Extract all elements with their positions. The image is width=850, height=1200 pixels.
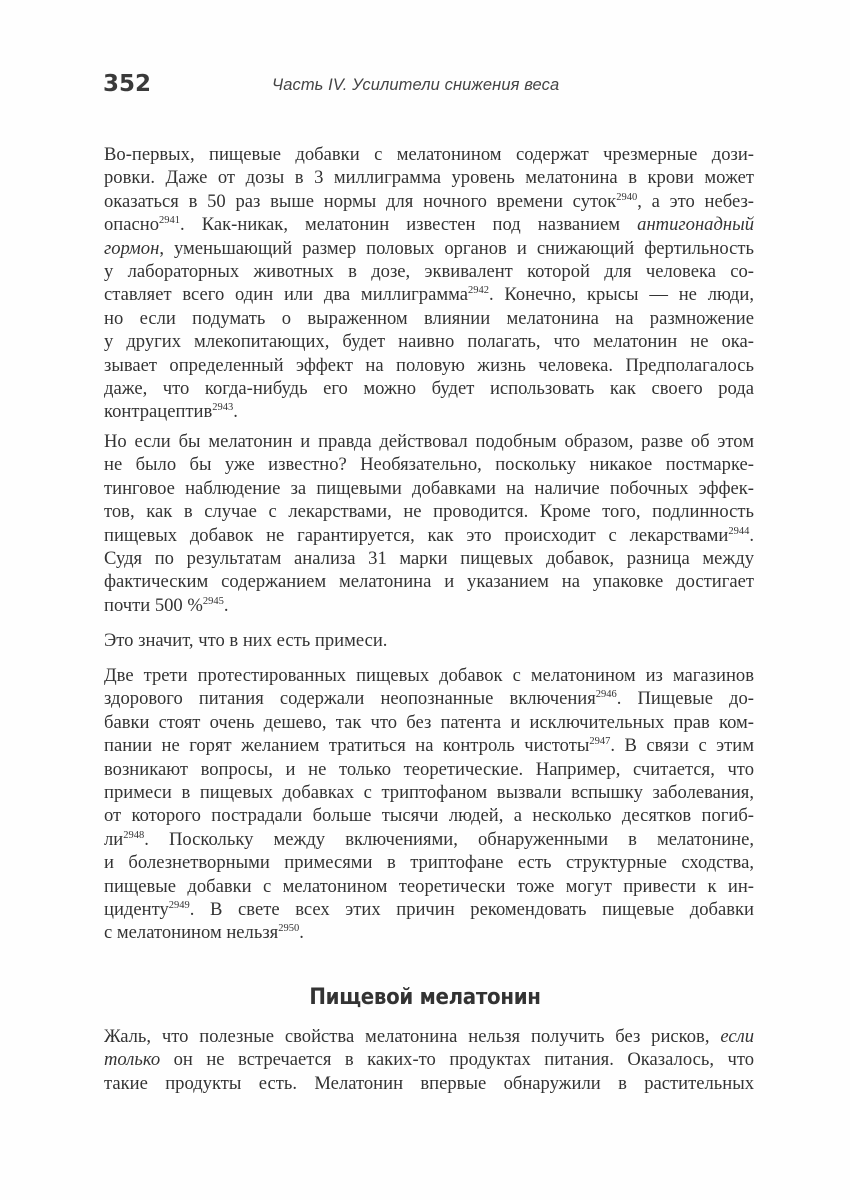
text-run: не было бы уже известно? Необязательно, поскольку никакое постмарке- bbox=[104, 454, 754, 476]
text-line bbox=[104, 804, 754, 827]
text-line bbox=[104, 477, 754, 500]
text-run: циденту bbox=[104, 899, 169, 921]
text-run: он не встречается в каких-то продуктах питания. Оказалось, что bbox=[160, 1049, 754, 1071]
text-run: почти 500 % bbox=[104, 594, 203, 616]
footnote-ref: 2950 bbox=[278, 923, 300, 935]
footnote-ref: 2947 bbox=[589, 736, 611, 748]
text-run: . Поскольку между включениями, обнаруженными в мелатонине, bbox=[144, 828, 754, 850]
footnote-ref: 2949 bbox=[168, 900, 190, 912]
text-line bbox=[104, 921, 754, 944]
text-line bbox=[104, 400, 754, 423]
text-line bbox=[104, 430, 754, 453]
text-line bbox=[104, 828, 754, 851]
text-line bbox=[104, 664, 754, 687]
text-run: оказаться в 50 раз выше нормы для ночного времени суток bbox=[104, 190, 617, 212]
text-run: Но если бы мелатонин и правда действовал подобным образом, разве об этом bbox=[104, 431, 754, 452]
text-line bbox=[104, 260, 754, 283]
footnote-ref: 2940 bbox=[616, 191, 638, 203]
text-line bbox=[104, 283, 754, 306]
text-run: фактическим содержанием мелатонина и указанием на упаковке достигает bbox=[104, 571, 754, 593]
text-line bbox=[104, 166, 754, 189]
text-run: ли bbox=[104, 828, 124, 850]
text-run: но если подумать о выраженном влиянии мелатонина на размножение bbox=[104, 307, 754, 329]
text-run: . bbox=[233, 401, 238, 423]
text-run: опасно bbox=[104, 214, 160, 236]
footnote-ref: 2942 bbox=[468, 285, 489, 297]
text-run: тинговое наблюдение за пищевыми добавками на наличие побочных эффек- bbox=[104, 477, 754, 499]
text-run: контрацептив bbox=[104, 401, 213, 423]
text-line bbox=[104, 377, 754, 400]
text-run: . bbox=[223, 594, 229, 616]
paragraph bbox=[104, 664, 754, 945]
text-run: бавки стоят очень дешево, так что без патента и исключительных прав ком- bbox=[104, 711, 754, 733]
text-line bbox=[104, 734, 754, 757]
text-line bbox=[104, 629, 754, 652]
text-run: и болезнетворными примесями в триптофане есть структурные сходства, bbox=[104, 852, 754, 874]
text-run: , а это небез- bbox=[637, 190, 754, 212]
text-run: Во-первых, пищевые добавки с мелатонином содержат чрезмерные дози- bbox=[104, 144, 754, 165]
text-line bbox=[104, 1025, 754, 1048]
text-run: пищевые добавки с мелатонином теоретически тоже могут привести к ин- bbox=[104, 875, 754, 897]
text-run: ставляет всего один или два миллиграмма bbox=[104, 284, 468, 306]
text-run: Судя по результатам анализа 31 марки пищевых добавок, разница между bbox=[104, 548, 754, 570]
running-header: Часть IV. Усилители снижения веса bbox=[272, 76, 560, 94]
text-run: . В свете всех этих причин рекомендовать пищевые добавки bbox=[189, 899, 754, 921]
text-run: даже, что когда-нибудь его можно будет использовать как своего рода bbox=[104, 378, 754, 400]
text-run: Это значит, что в них есть примеси. bbox=[104, 630, 388, 651]
text-line bbox=[104, 1072, 754, 1095]
text-run: пищевых добавок не гарантируется, как это происходит с лекарствами bbox=[104, 524, 729, 546]
text-run: здорового питания содержали неопознанные включения bbox=[104, 688, 596, 710]
text-line bbox=[104, 851, 754, 874]
text-line bbox=[104, 237, 754, 260]
text-run: . bbox=[749, 524, 754, 546]
paragraph bbox=[104, 1025, 754, 1095]
emphasis: если bbox=[720, 1026, 754, 1047]
text-line bbox=[104, 687, 754, 710]
text-line bbox=[104, 898, 754, 921]
paragraph bbox=[104, 143, 754, 424]
footnote-ref: 2948 bbox=[123, 829, 145, 841]
text-line bbox=[104, 354, 754, 377]
text-line bbox=[104, 453, 754, 476]
text-run: тов, как в случае с лекарствами, не проводится. Кроме того, подлинность bbox=[104, 501, 754, 523]
text-run: Жаль, что полезные свойства мелатонина нельзя получить без рисков, bbox=[104, 1026, 721, 1047]
text-run: зывает определенный эффект на половую жизнь человека. Предполагалось bbox=[104, 354, 754, 376]
text-line bbox=[104, 547, 754, 570]
footnote-ref: 2941 bbox=[159, 215, 181, 227]
text-run: примеси в пищевых добавках с триптофаном вызвали вспышку заболевания, bbox=[104, 782, 754, 804]
text-run: ровки. Даже от дозы в 3 миллиграмма уровень мелатонина в крови может bbox=[104, 167, 754, 189]
emphasis: только bbox=[104, 1049, 161, 1071]
text-line bbox=[104, 875, 754, 898]
text-line bbox=[104, 143, 754, 166]
text-line bbox=[104, 1048, 754, 1071]
text-line bbox=[104, 500, 754, 523]
text-run: . В связи с этим bbox=[610, 735, 754, 757]
text-run: такие продукты есть. Мелатонин впервые обнаружили в растительных bbox=[104, 1072, 754, 1094]
text-line bbox=[104, 758, 754, 781]
text-run: у лабораторных животных в дозе, эквивалент которой для человека со- bbox=[104, 261, 754, 283]
emphasis: антигонадный bbox=[637, 214, 754, 236]
text-run: . bbox=[299, 922, 304, 944]
footnote-ref: 2945 bbox=[202, 595, 224, 607]
paragraph bbox=[104, 430, 754, 617]
footnote-ref: 2946 bbox=[595, 689, 617, 701]
text-line bbox=[104, 524, 754, 547]
text-run: с мелатонином нельзя bbox=[104, 922, 279, 944]
text-run: . Как-никак, мелатонин известен под названием bbox=[180, 214, 638, 236]
text-line bbox=[104, 570, 754, 593]
section-heading: Пищевой мелатонин bbox=[309, 985, 541, 1010]
text-line bbox=[104, 190, 754, 213]
emphasis: гормон bbox=[104, 237, 160, 259]
text-line bbox=[104, 594, 754, 617]
text-line bbox=[104, 781, 754, 804]
text-run: возникают вопросы, и не только теоретические. Например, считается, что bbox=[104, 758, 754, 780]
paragraph bbox=[104, 629, 754, 652]
text-line bbox=[104, 711, 754, 734]
text-run: . Конечно, крысы — не люди, bbox=[489, 284, 754, 306]
text-run: от которого пострадали больше тысячи людей, а несколько десятков погиб- bbox=[104, 805, 754, 827]
page-number: 352 bbox=[103, 71, 152, 97]
footnote-ref: 2943 bbox=[212, 402, 234, 414]
text-line bbox=[104, 330, 754, 353]
text-run: Две трети протестированных пищевых добавок с мелатонином из магазинов bbox=[104, 665, 754, 686]
text-run: пании не горят желанием тратиться на контроль чистоты bbox=[104, 735, 590, 757]
text-line bbox=[104, 307, 754, 330]
text-run: , уменьшающий размер половых органов и снижающий фертильность bbox=[159, 237, 754, 259]
text-run: у других млекопитающих, будет наивно полагать, что мелатонин не ока- bbox=[104, 331, 754, 353]
text-run: . Пищевые до- bbox=[616, 688, 754, 710]
footnote-ref: 2944 bbox=[728, 525, 750, 537]
text-line bbox=[104, 213, 754, 236]
